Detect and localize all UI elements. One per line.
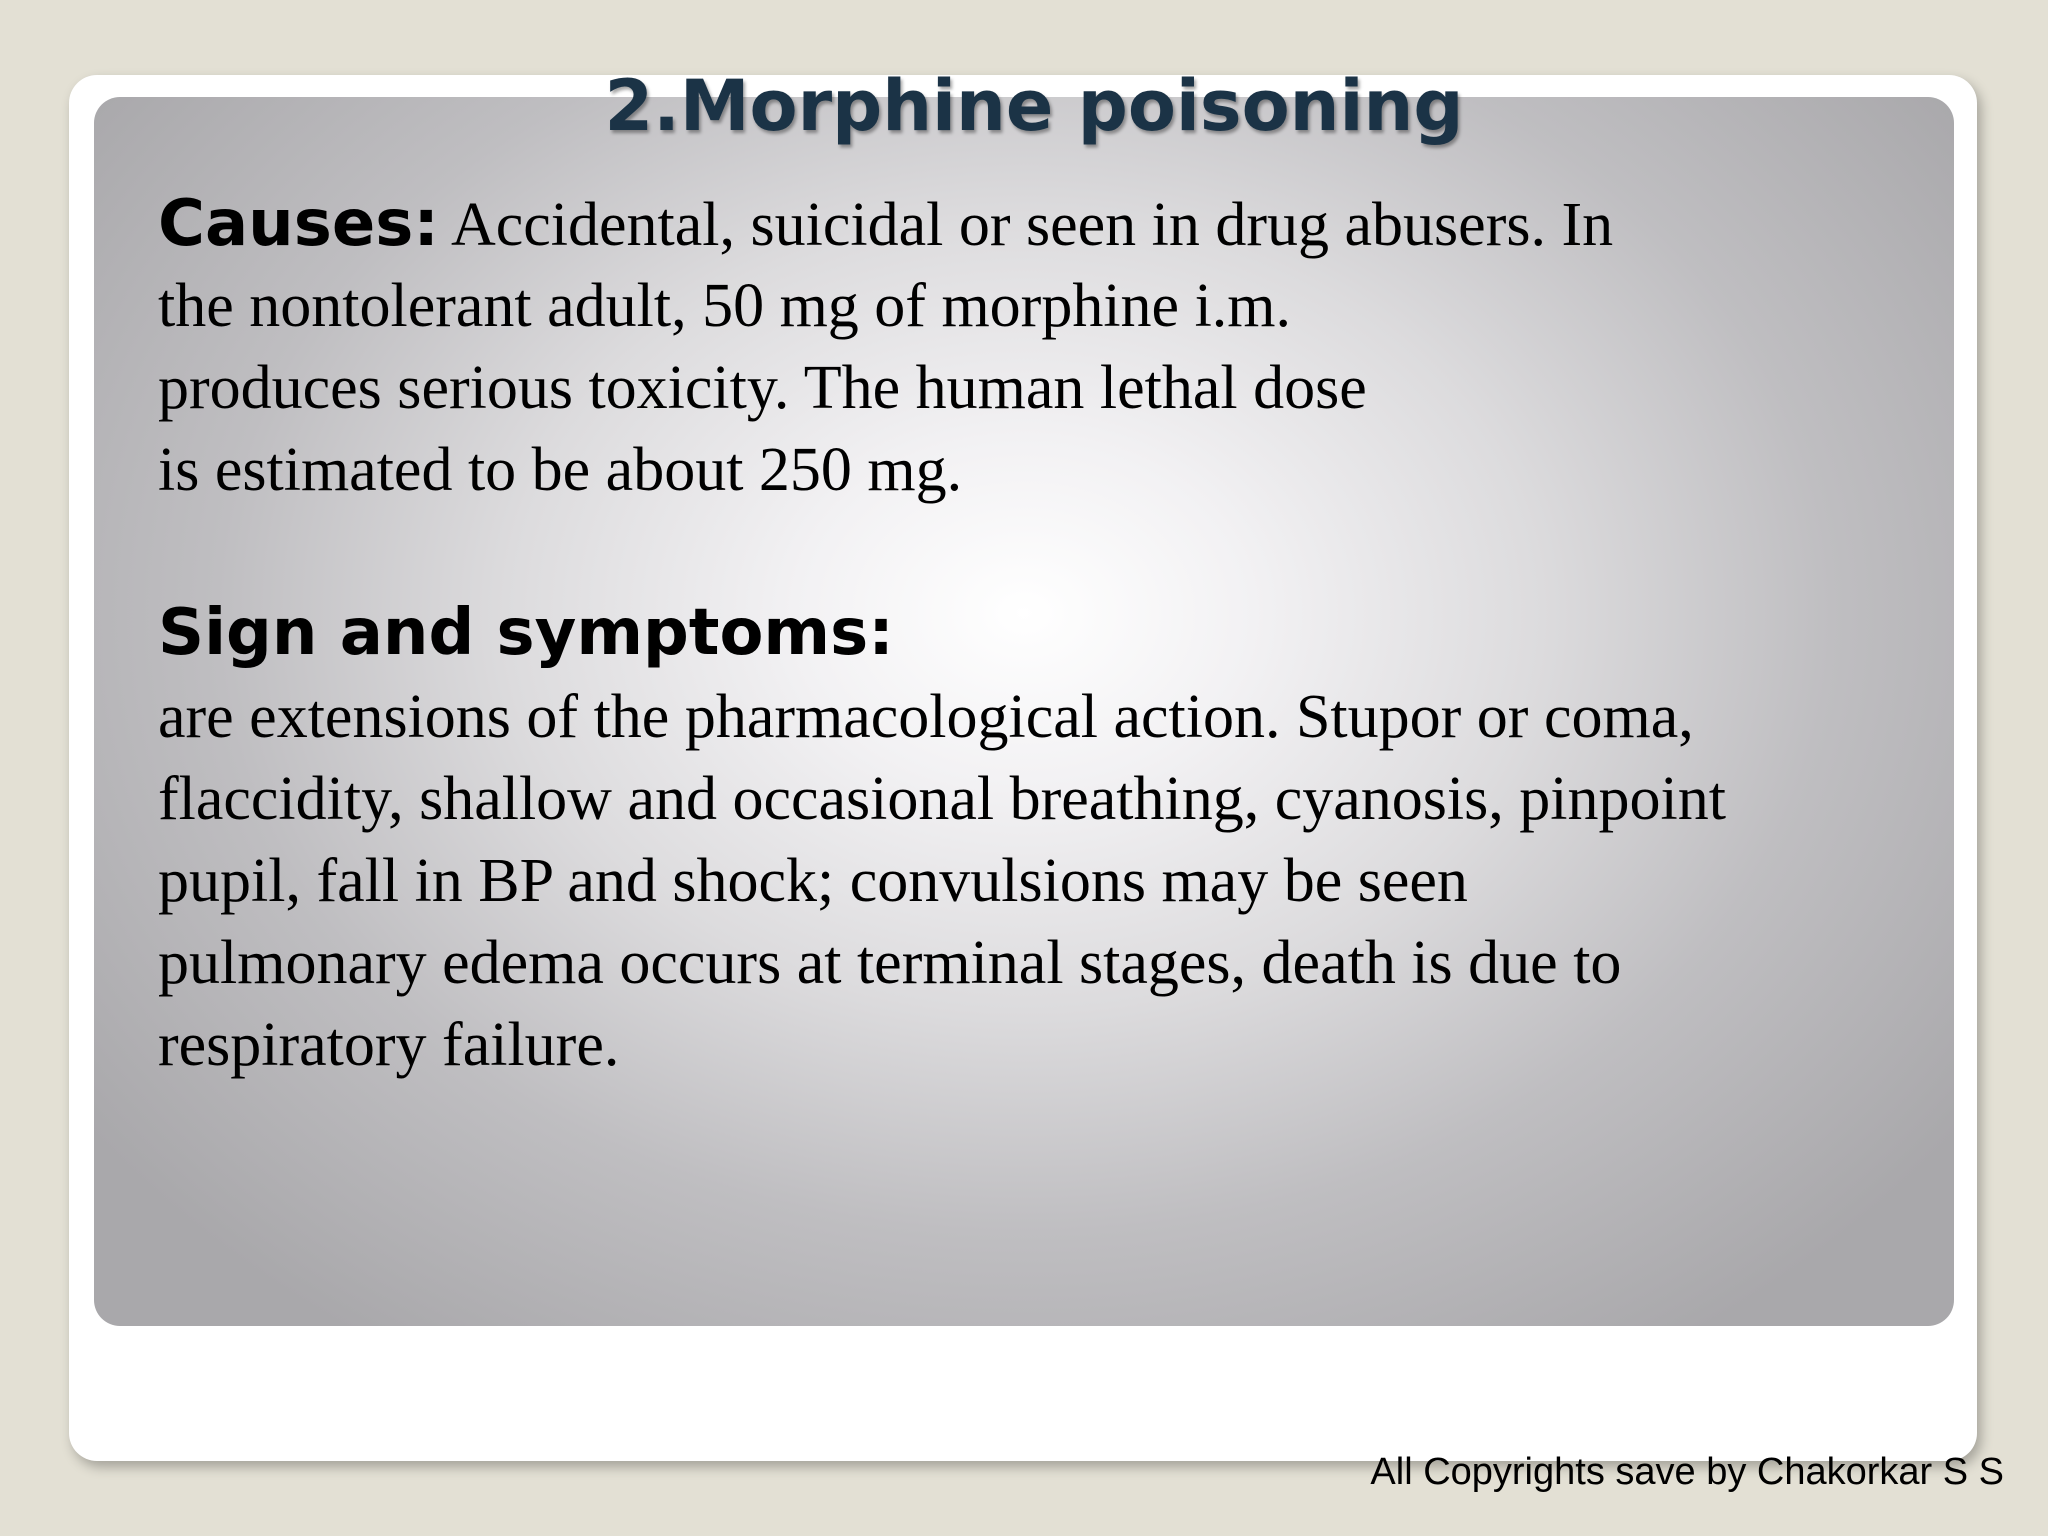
signs-line-3: pupil, fall in BP and shock; convulsions may be seen	[158, 847, 1468, 915]
causes-line-2: the nontolerant adult, 50 mg of morphine i.m.	[158, 272, 1292, 340]
signs-section	[158, 676, 1726, 1086]
causes-line-3: produces serious toxicity. The human lethal dose	[158, 354, 1367, 422]
causes-heading: Causes:	[158, 187, 439, 261]
causes-text-1: Accidental, suicidal or seen in drug abusers. In	[438, 191, 1614, 259]
causes-line-1	[158, 183, 1613, 265]
signs-heading: Sign and symptoms:	[158, 596, 894, 670]
slide-title: 2.Morphine poisoning	[604, 65, 1464, 147]
signs-line-5: respiratory failure.	[158, 1011, 620, 1079]
signs-line-4: pulmonary edema occurs at terminal stages, death is due to	[158, 929, 1622, 997]
signs-line-1: are extensions of the pharmacological action. Stupor or coma,	[158, 683, 1694, 751]
copyright-footer: All Copyrights save by Chakorkar S S	[1370, 1451, 2004, 1493]
causes-section	[158, 183, 1613, 511]
signs-line-2: flaccidity, shallow and occasional breathing, cyanosis, pinpoint	[158, 765, 1726, 833]
causes-line-4: is estimated to be about 250 mg.	[158, 436, 963, 504]
